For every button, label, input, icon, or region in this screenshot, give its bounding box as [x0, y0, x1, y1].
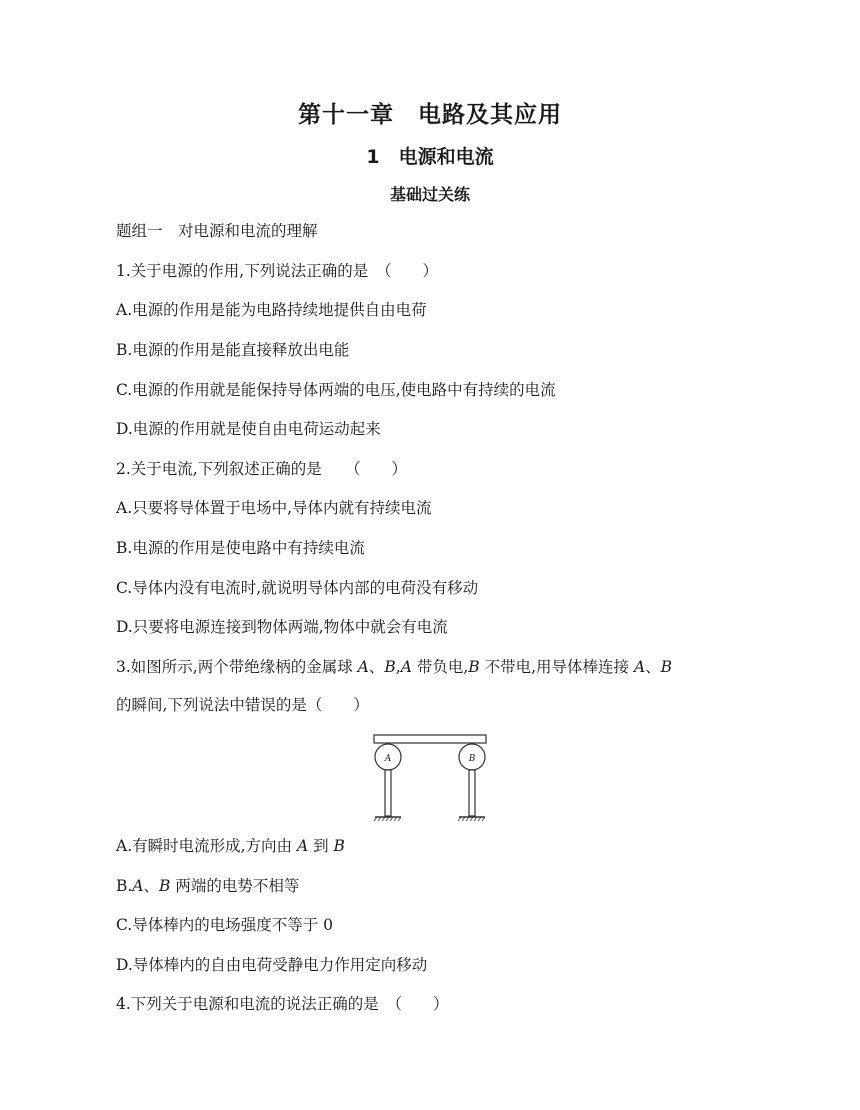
question-3-stem-line-1: 3.如图所示,两个带绝缘柄的金属球 A、B,A 带负电,B 不带电,用导体棒连接 A、B — [116, 658, 673, 676]
question-3-option-a: A.有瞬时电流形成,方向由 A 到 B — [116, 837, 345, 855]
level-title: 基础过关练 — [389, 185, 470, 204]
question-4-stem: 4.下列关于电源和电流的说法正确的是 （ ） — [116, 995, 449, 1013]
question-2-stem: 2.关于电流,下列叙述正确的是 （ ） — [116, 460, 407, 478]
question-1-option-d: D.电源的作用就是使自由电荷运动起来 — [116, 420, 381, 438]
question-1-stem: 1.关于电源的作用,下列说法正确的是 （ ） — [116, 262, 438, 280]
sphere-a-label: A — [384, 754, 392, 764]
question-1-option-b: B.电源的作用是能直接释放出电能 — [116, 341, 350, 359]
question-2-option-a: A.只要将导体置于电场中,导体内就有持续电流 — [116, 499, 432, 517]
stand-a — [385, 770, 391, 816]
section-title: 1 电源和电流 — [366, 146, 494, 168]
question-2-option-b: B.电源的作用是使电路中有持续电流 — [116, 539, 365, 557]
question-3-stem-line-2: 的瞬间,下列说法中错误的是（ ） — [116, 696, 369, 714]
metal-spheres-figure — [370, 732, 490, 824]
sphere-b-label: B — [468, 754, 476, 764]
chapter-title: 第十一章 电路及其应用 — [298, 102, 562, 128]
question-3-option-d: D.导体棒内的自由电荷受静电力作用定向移动 — [116, 956, 428, 974]
question-1-option-c: C.电源的作用就是能保持导体两端的电压,使电路中有持续的电流 — [116, 381, 556, 399]
conductor-rod — [374, 735, 486, 743]
question-3-option-c: C.导体棒内的电场强度不等于 0 — [116, 916, 334, 934]
question-1-option-a: A.电源的作用是能为电路持续地提供自由电荷 — [116, 301, 427, 319]
question-3-option-b: B.A、B 两端的电势不相等 — [116, 877, 300, 895]
question-group-title: 题组一 对电源和电流的理解 — [116, 222, 318, 240]
question-2-option-c: C.导体内没有电流时,就说明导体内部的电荷没有移动 — [116, 579, 479, 597]
stand-b — [469, 770, 475, 816]
question-2-option-d: D.只要将电源连接到物体两端,物体中就会有电流 — [116, 618, 448, 636]
